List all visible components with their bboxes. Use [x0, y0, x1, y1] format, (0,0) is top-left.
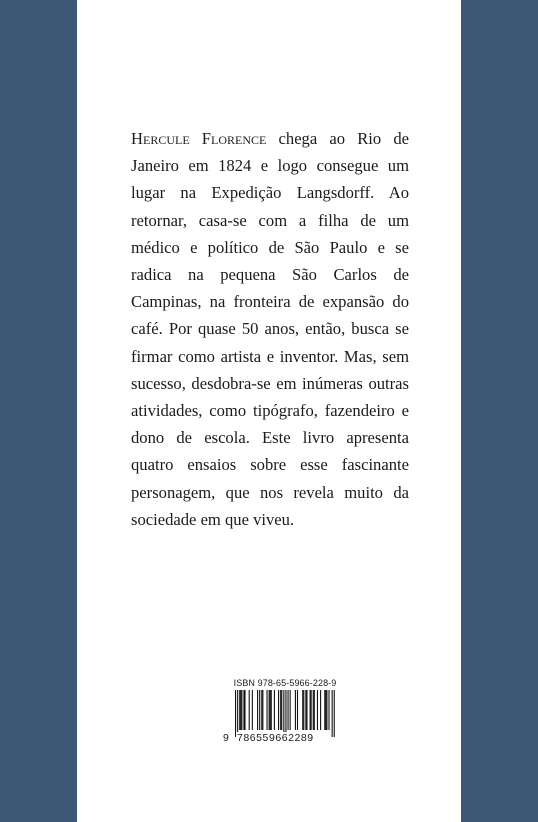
barcode-bar [262, 690, 263, 730]
barcode-bar [311, 690, 312, 730]
barcode-bar [326, 690, 327, 730]
barcode-bar [280, 690, 281, 730]
barcode-bar [288, 690, 289, 730]
barcode-bar [305, 690, 306, 730]
barcode-digits [225, 732, 345, 744]
barcode-bar [261, 690, 262, 730]
barcode-bar [295, 690, 296, 730]
back-cover-blurb [131, 125, 409, 533]
barcode-bar [249, 690, 250, 730]
barcode-bar [241, 690, 242, 730]
barcode-bar [285, 690, 286, 737]
barcode-bar [313, 690, 314, 730]
barcode-bar [290, 690, 291, 730]
barcode-bar [297, 690, 298, 730]
back-cover-page [77, 0, 461, 822]
barcode-bar [237, 690, 238, 737]
barcode-bar [324, 690, 325, 730]
barcode-digit-string: 786559662289 [237, 732, 314, 744]
barcode-bar [271, 690, 272, 730]
barcode-bar [303, 690, 304, 730]
isbn-label: ISBN 978-65-5966-228-9 [233, 678, 337, 688]
barcode-bar [270, 690, 271, 730]
barcode-bar [243, 690, 244, 730]
barcode-bar [314, 690, 315, 730]
barcode-bar [325, 690, 326, 730]
cover-band-left [0, 0, 77, 822]
cover-band-right [461, 0, 538, 822]
author-name: Hercule Florence [131, 129, 267, 148]
barcode-bar [332, 690, 333, 737]
barcode-bar [240, 690, 241, 730]
barcode-bar [252, 690, 253, 730]
barcode-bar [278, 690, 279, 730]
barcode-block [225, 678, 345, 744]
barcode-lead-digit: 9 [223, 732, 229, 744]
barcode-bar [328, 690, 329, 730]
barcode-bar [283, 690, 284, 737]
barcode-bar [281, 690, 282, 730]
barcode-bar [302, 690, 303, 730]
barcode-bar [244, 690, 245, 730]
barcode-bar [317, 690, 318, 730]
barcode-bar [239, 690, 240, 730]
barcode-bar [267, 690, 268, 730]
barcode-bar [310, 690, 311, 730]
barcode-bar [257, 690, 258, 730]
blurb-text: chega ao Rio de Janeiro em 1824 e logo consegue um lugar na Expedição Langsdorff. Ao retornar, casa-se com a filha de um médico e político de São Paulo e se radica na pequena São Carlos de Campinas, na fronteira de expansão do café. Por quase 50 anos, então, busca se firmar como artista e inventor. Mas, sem sucesso, desdobra-se em inúmeras outras atividades, como tipógrafo, fazendeiro e dono de escola. Este livro apresenta quatro ensaios sobre esse fascinante personagem, que nos revela muito da sociedade em que viveu. [131, 129, 409, 529]
barcode-bar [320, 690, 321, 730]
barcode-bar [235, 690, 236, 737]
barcode-bar [274, 690, 275, 730]
barcode-bar [306, 690, 307, 730]
barcode-bar [334, 690, 335, 737]
barcode-bar [259, 690, 260, 730]
barcode-bar [269, 690, 270, 730]
